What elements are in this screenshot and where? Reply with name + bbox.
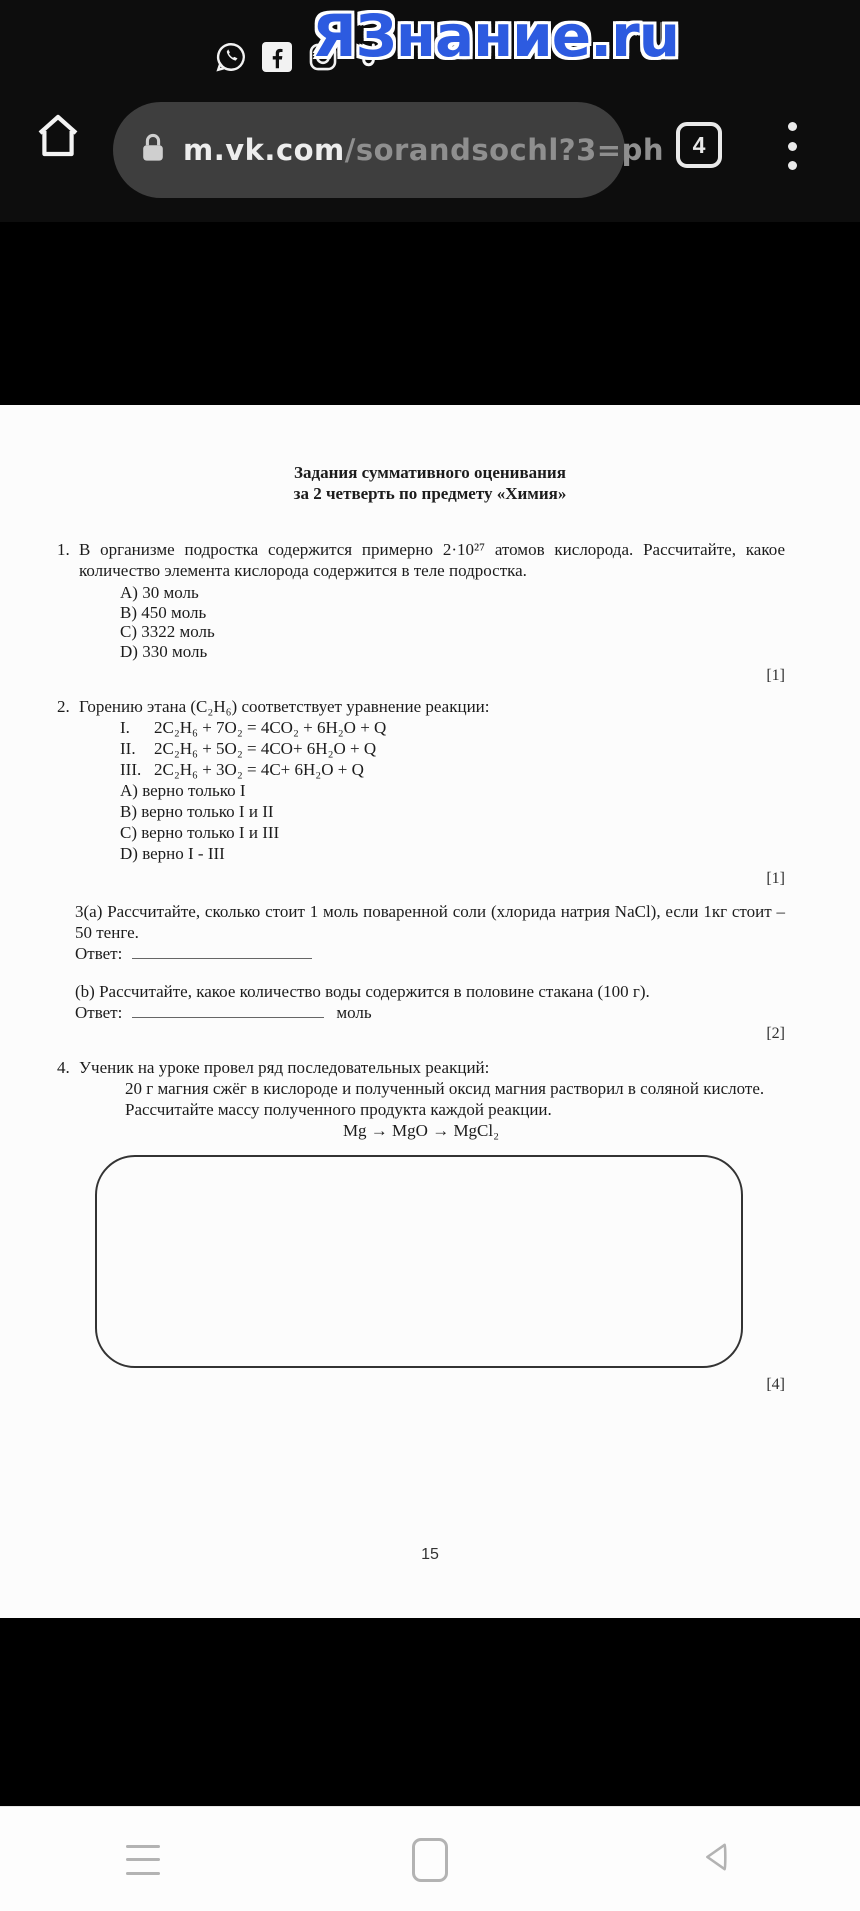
equation-label: III. <box>120 760 142 779</box>
tab-count: 4 <box>692 131 706 158</box>
question-4-text: Ученик на уроке провел ряд последовательных реакций: <box>79 1058 490 1077</box>
question-3-mark: [2] <box>766 1025 785 1042</box>
answer-unit: моль <box>336 1003 372 1022</box>
option: D) 330 моль <box>120 641 208 661</box>
whatsapp-icon <box>214 40 248 74</box>
question-4-task: Рассчитайте массу полученного продукта каждой реакции. <box>125 1100 552 1119</box>
question-2-mark: [1] <box>766 870 785 887</box>
url-path: /sorandsochl?3=ph <box>344 133 664 167</box>
answer-blank-line <box>132 944 312 959</box>
answer-blank-line <box>132 1003 324 1018</box>
question-2-equations <box>120 717 785 780</box>
question-2-options <box>120 780 785 864</box>
url-host: m.vk.com <box>183 133 345 167</box>
address-row <box>0 96 860 206</box>
option: A) верно только I <box>120 781 246 800</box>
android-navbar <box>0 1806 860 1911</box>
equation: 2C₂H₆ + 7O₂ = 4CO₂ + 6H₂O + Q <box>154 718 387 737</box>
title-line-1: Задания суммативного оценивания <box>294 463 566 482</box>
question-3a-text: 3(a) Рассчитайте, сколько стоит 1 моль поваренной соли (хлорида натрия NaCl), если 1кг стоит – 50 тенге. <box>75 902 785 942</box>
option: D) верно I - III <box>120 844 225 863</box>
question-3 <box>57 901 785 1044</box>
question-3b-text: (b) Рассчитайте, какое количество воды содержится в половине стакана (100 г). <box>75 982 650 1001</box>
title-line-2: за 2 четверть по предмету «Химия» <box>293 484 567 503</box>
question-4-number: 4. <box>57 1058 70 1077</box>
question-4 <box>57 1057 785 1395</box>
watermark-banner <box>0 0 860 96</box>
question-1-options <box>120 583 785 661</box>
answer-box <box>95 1155 743 1368</box>
address-bar[interactable] <box>113 102 664 198</box>
option: B) 450 моль <box>120 602 207 622</box>
recents-menu-icon[interactable] <box>126 1845 160 1875</box>
overflow-menu-icon[interactable] <box>786 122 798 170</box>
answer-label: Ответ: <box>75 944 123 963</box>
letterbox-top <box>0 222 860 405</box>
option: A) 30 моль <box>120 583 199 602</box>
lock-icon <box>139 131 167 170</box>
question-4-mark: [4] <box>766 1376 785 1393</box>
equation-label: II. <box>120 739 136 758</box>
document-title <box>0 462 860 504</box>
page-number: 15 <box>421 1546 439 1563</box>
question-1-mark: [1] <box>766 667 785 684</box>
question-3b-answer <box>75 1002 785 1023</box>
question-1-number: 1. <box>57 540 70 559</box>
browser-chrome <box>0 0 860 222</box>
question-2-text: Горению этана (C₂H₆) соответствует уравнение реакции: <box>79 697 490 716</box>
letterbox-bottom <box>0 1618 860 1806</box>
document-page <box>0 405 860 1618</box>
url-text <box>183 133 664 167</box>
equation: 2C₂H₆ + 5O₂ = 4CO+ 6H₂O + Q <box>154 739 377 758</box>
back-nav-icon[interactable] <box>699 1839 735 1880</box>
question-1-text: В организме подростка содержится примерно 2·10²⁷ атомов кислорода. Рассчитайте, какое количество элемента кислорода содержится в теле подростка. <box>79 540 785 580</box>
question-2-number: 2. <box>57 697 70 716</box>
answer-label: Ответ: <box>75 1003 123 1022</box>
equation-label: I. <box>120 718 130 737</box>
facebook-icon <box>262 42 292 72</box>
option: C) верно только I и III <box>120 823 280 842</box>
home-icon[interactable] <box>34 110 82 162</box>
option: B) верно только I и II <box>120 802 274 821</box>
question-3a-answer <box>75 943 785 964</box>
home-nav-icon[interactable] <box>412 1838 448 1882</box>
yaznanie-logo: ЯЗнание.ru <box>312 2 680 70</box>
question-4-scheme: Mg → MgO → MgCl₂ <box>342 1121 500 1140</box>
equation: 2C₂H₆ + 3O₂ = 4C+ 6H₂O + Q <box>154 760 364 779</box>
tab-counter-button[interactable] <box>676 122 722 168</box>
option: C) 3322 моль <box>120 622 215 641</box>
question-1 <box>57 539 785 686</box>
question-4-detail: 20 г магния сжёг в кислороде и полученный оксид магния растворил в соляной кислоте. <box>125 1079 765 1098</box>
question-2 <box>57 696 785 889</box>
